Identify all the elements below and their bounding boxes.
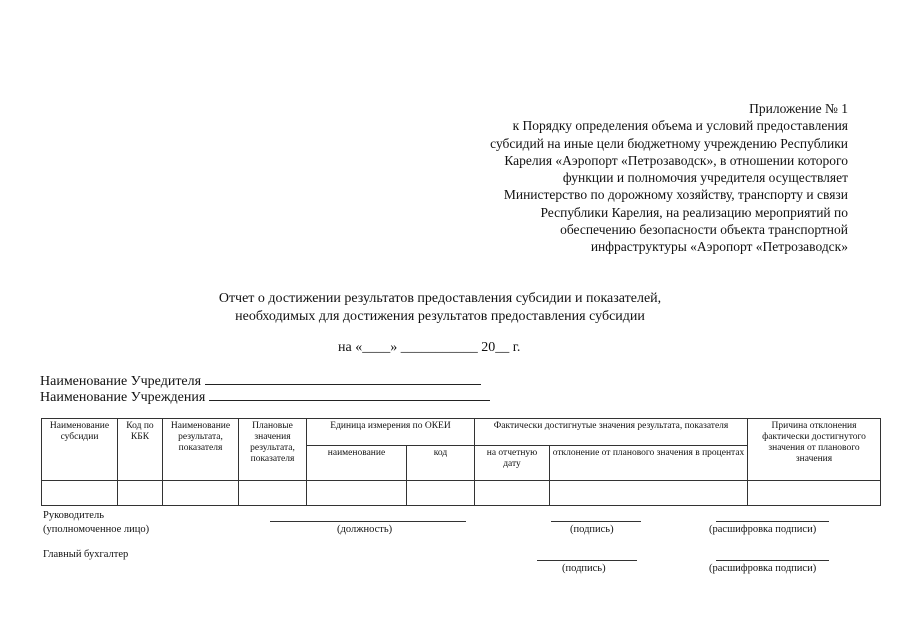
header-unit-name: наименование xyxy=(307,446,407,481)
founder-label: Наименование Учредителя xyxy=(40,374,202,389)
report-table xyxy=(41,418,881,506)
institution-label: Наименование Учреждения xyxy=(40,390,206,405)
header-actual-deviation: отклонение от планового значения в процентах xyxy=(550,446,748,481)
appendix-line: к Порядку определения объема и условий предоставления xyxy=(512,118,848,134)
header-result-name: Наименование результата, показателя xyxy=(163,419,239,481)
header-planned: Плановые значения результата, показателя xyxy=(239,419,307,481)
signature-line[interactable] xyxy=(551,521,641,522)
decoding-line[interactable] xyxy=(716,521,829,522)
accountant-decoding-line[interactable] xyxy=(716,560,829,561)
table-cell[interactable] xyxy=(475,481,550,506)
appendix-line: Министерство по дорожному хозяйству, транспорту и связи xyxy=(503,187,848,203)
header-subsidy: Наименование субсидии xyxy=(42,419,118,481)
table-cell[interactable] xyxy=(550,481,748,506)
founder-field-line[interactable] xyxy=(205,370,481,385)
header-unit-code: код xyxy=(407,446,475,481)
table-cell[interactable] xyxy=(42,481,118,506)
appendix-line: обеспечению безопасности объекта транспортной xyxy=(560,222,848,238)
appendix-block xyxy=(428,100,848,256)
accountant-label: Главный бухгалтер xyxy=(43,549,129,560)
appendix-line: инфраструктуры «Аэропорт «Петрозаводск» xyxy=(590,239,848,255)
header-kbk: Код по КБК xyxy=(118,419,163,481)
head-sublabel: (уполномоченное лицо) xyxy=(43,524,150,535)
table-cell[interactable] xyxy=(163,481,239,506)
head-label: Руководитель xyxy=(43,510,104,521)
appendix-line: субсидий на иные цели бюджетному учреждению Республики xyxy=(490,135,848,151)
position-line[interactable] xyxy=(270,521,466,522)
signature-caption: (подпись) xyxy=(570,524,614,535)
table-cell[interactable] xyxy=(307,481,407,506)
accountant-signature-caption: (подпись) xyxy=(562,563,606,574)
table-cell[interactable] xyxy=(748,481,881,506)
table-cell[interactable] xyxy=(118,481,163,506)
appendix-line: функции и полномочия учредителя осуществляет xyxy=(562,170,848,186)
header-actual-group: Фактически достигнутые значения результата, показателя xyxy=(475,419,748,446)
table-cell[interactable] xyxy=(239,481,307,506)
table-cell[interactable] xyxy=(407,481,475,506)
position-caption: (должность) xyxy=(337,524,393,535)
appendix-line: Карелия «Аэропорт «Петрозаводск», в отношении которого xyxy=(504,152,848,168)
report-date: на «____» ___________ 20__ г. xyxy=(338,340,521,355)
appendix-line: Республики Карелия, на реализацию мероприятий по xyxy=(540,204,848,220)
report-title-line-2: необходимых для достижения результатов предоставления субсидии xyxy=(235,309,645,324)
header-actual-date: на отчетную дату xyxy=(475,446,550,481)
report-title-line-1: Отчет о достижении результатов предоставления субсидии и показателей, xyxy=(218,291,662,306)
accountant-decoding-caption: (расшифровка подписи) xyxy=(709,563,817,574)
institution-row xyxy=(40,386,490,406)
accountant-signature-line[interactable] xyxy=(537,560,637,561)
institution-field-line[interactable] xyxy=(209,386,490,401)
header-unit-group: Единица измерения по ОКЕИ xyxy=(307,419,475,446)
decoding-caption: (расшифровка подписи) xyxy=(709,524,817,535)
header-reason: Причина отклонения фактически достигнутого значения от планового значения xyxy=(748,419,881,481)
appendix-line: Приложение № 1 xyxy=(749,101,848,116)
